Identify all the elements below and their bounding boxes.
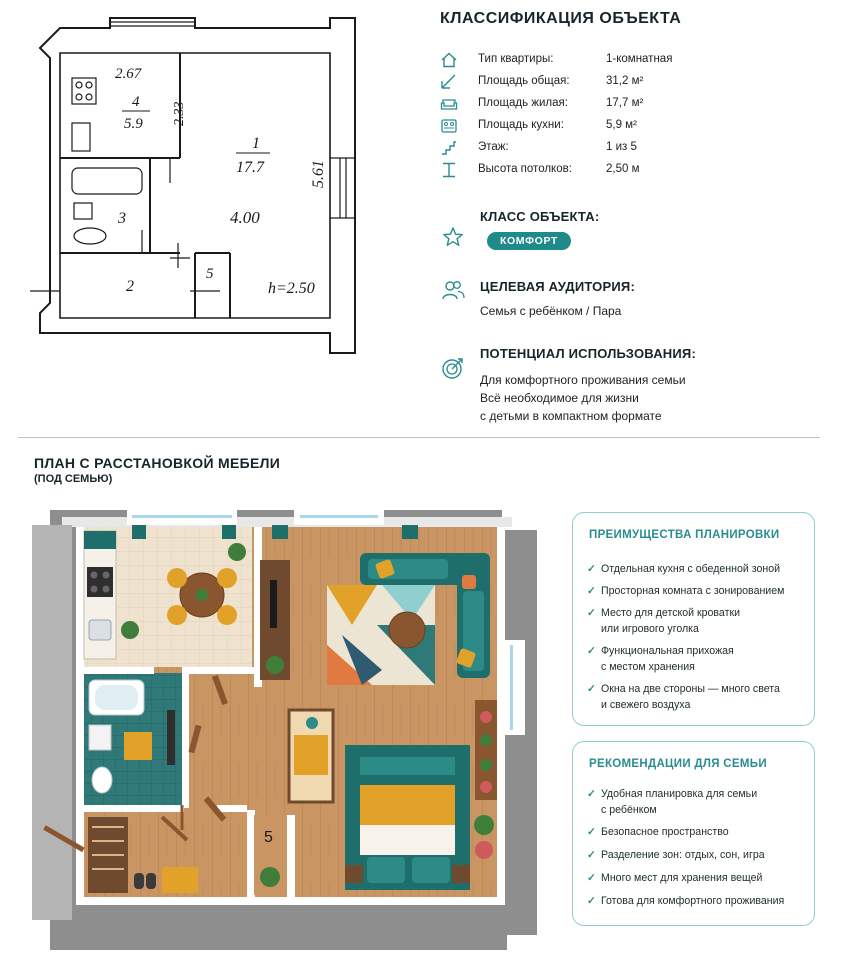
- area-icon: [440, 73, 458, 91]
- check-icon: ✓: [587, 872, 596, 884]
- potential-line: Всё необходимое для жизни: [480, 391, 639, 405]
- advantages-card: [572, 512, 815, 726]
- check-icon: ✓: [587, 849, 596, 861]
- spec-row-kitchen-area: [440, 116, 840, 138]
- storage-number-label: 5: [264, 829, 273, 846]
- spec-value: 1-комнатная: [606, 53, 673, 65]
- kitchen-width-label: 2.67: [115, 66, 142, 82]
- advantage-item: ✓ Функциональная прихожая с местом хранения: [587, 645, 734, 673]
- class-title: КЛАСС ОБЪЕКТА:: [480, 209, 600, 224]
- stove: [87, 567, 113, 597]
- ceiling-height-label: h=2.50: [268, 280, 315, 297]
- audience-title: ЦЕЛЕВАЯ АУДИТОРИЯ:: [480, 279, 635, 294]
- recommendation-item: ✓ Безопасное пространство: [587, 826, 729, 838]
- double-bed: [345, 745, 470, 890]
- spec-value: 31,2 м²: [606, 75, 644, 87]
- room-number-label: 1: [252, 135, 260, 152]
- classification-title: КЛАССИФИКАЦИЯ ОБЪЕКТА: [440, 10, 682, 27]
- spec-value: 17,7 м²: [606, 97, 644, 109]
- house-icon: [440, 51, 458, 69]
- spec-value: 1 из 5: [606, 141, 637, 153]
- recommendation-item: ✓ Много мест для хранения вещей: [587, 872, 763, 884]
- recommendations-card: [572, 741, 815, 926]
- storage-number-label: 5: [206, 266, 214, 282]
- check-icon: ✓: [587, 607, 596, 619]
- hall-number-label: 2: [126, 278, 134, 295]
- spec-label: Тип квартиры:: [478, 53, 554, 65]
- spec-label: Этаж:: [478, 141, 509, 153]
- spec-row-type: [440, 50, 840, 72]
- recommendation-item: ✓ Готова для комфортного проживания: [587, 895, 785, 907]
- room-area-label: 17.7: [236, 159, 264, 176]
- recommendation-item: ✓ Разделение зон: отдых, сон, игра: [587, 849, 765, 861]
- potential-line: Для комфортного проживания семьи: [480, 373, 686, 387]
- furniture-plan-title: ПЛАН С РАССТАНОВКОЙ МЕБЕЛИ: [34, 455, 281, 471]
- spec-list: [440, 50, 840, 190]
- storage-room: [254, 815, 287, 895]
- stove-icon: [440, 117, 458, 135]
- potential-line: с детьми в компактном формате: [480, 409, 662, 423]
- potential-text: [480, 371, 686, 425]
- advantages-title: ПРЕИМУЩЕСТВА ПЛАНИРОВКИ: [589, 529, 780, 541]
- advantage-item: ✓ Место для детской кроватки или игрового уголка: [587, 607, 740, 635]
- spec-row-ceiling: [440, 160, 840, 182]
- section-divider: [18, 437, 820, 438]
- kitchen-area-label: 5.9: [124, 116, 143, 132]
- bath-number-label: 3: [118, 210, 126, 227]
- check-icon: ✓: [587, 645, 596, 657]
- spec-value: 2,50 м: [606, 163, 640, 175]
- advantage-item: ✓ Отдельная кухня с обеденной зоной: [587, 563, 781, 575]
- check-icon: ✓: [587, 585, 596, 597]
- room-width-label: 4.00: [230, 208, 260, 227]
- spec-label: Площадь общая:: [478, 75, 570, 87]
- audience-text: Семья с ребёнком / Пара: [480, 304, 622, 318]
- tv-console: [260, 560, 290, 680]
- spec-label: Площадь кухни:: [478, 119, 564, 131]
- ceiling-height-icon: [440, 161, 458, 179]
- check-icon: ✓: [587, 563, 596, 575]
- star-icon: [442, 226, 464, 248]
- class-badge: КОМФОРТ: [487, 232, 571, 250]
- advantage-item: ✓ Окна на две стороны — много света и свежего воздуха: [587, 683, 780, 711]
- target-icon: [441, 356, 465, 380]
- classification-panel: [440, 10, 840, 28]
- advantage-item: ✓ Просторная комната с зонированием: [587, 585, 785, 597]
- spec-label: Высота потолков:: [478, 163, 572, 175]
- spec-row-total-area: [440, 72, 840, 94]
- room-length-label: 5.61: [310, 160, 327, 188]
- furniture-floor-plan: [32, 495, 537, 950]
- sofa-icon: [440, 95, 458, 113]
- plan-walls: [40, 18, 355, 353]
- crib: [289, 710, 333, 802]
- people-icon: [441, 279, 465, 301]
- spec-row-living-area: [440, 94, 840, 116]
- coffee-table: [389, 612, 425, 648]
- check-icon: ✓: [587, 895, 596, 907]
- check-icon: ✓: [587, 788, 596, 800]
- check-icon: ✓: [587, 826, 596, 838]
- kitchen-number-label: 4: [132, 94, 140, 110]
- technical-floor-plan: [30, 8, 365, 358]
- spec-row-floor: [440, 138, 840, 160]
- check-icon: ✓: [587, 683, 596, 695]
- spec-value: 5,9 м²: [606, 119, 637, 131]
- potential-title: ПОТЕНЦИАЛ ИСПОЛЬЗОВАНИЯ:: [480, 346, 696, 361]
- furniture-plan-subtitle: (ПОД СЕМЬЮ): [34, 473, 113, 485]
- recommendation-item: ✓ Удобная планировка для семьи с ребёнком: [587, 788, 758, 816]
- kitchen-depth-label: 2.33: [172, 101, 187, 126]
- stairs-icon: [440, 139, 458, 157]
- recommendations-title: РЕКОМЕНДАЦИИ ДЛЯ СЕМЬИ: [589, 758, 767, 770]
- spec-label: Площадь жилая:: [478, 97, 568, 109]
